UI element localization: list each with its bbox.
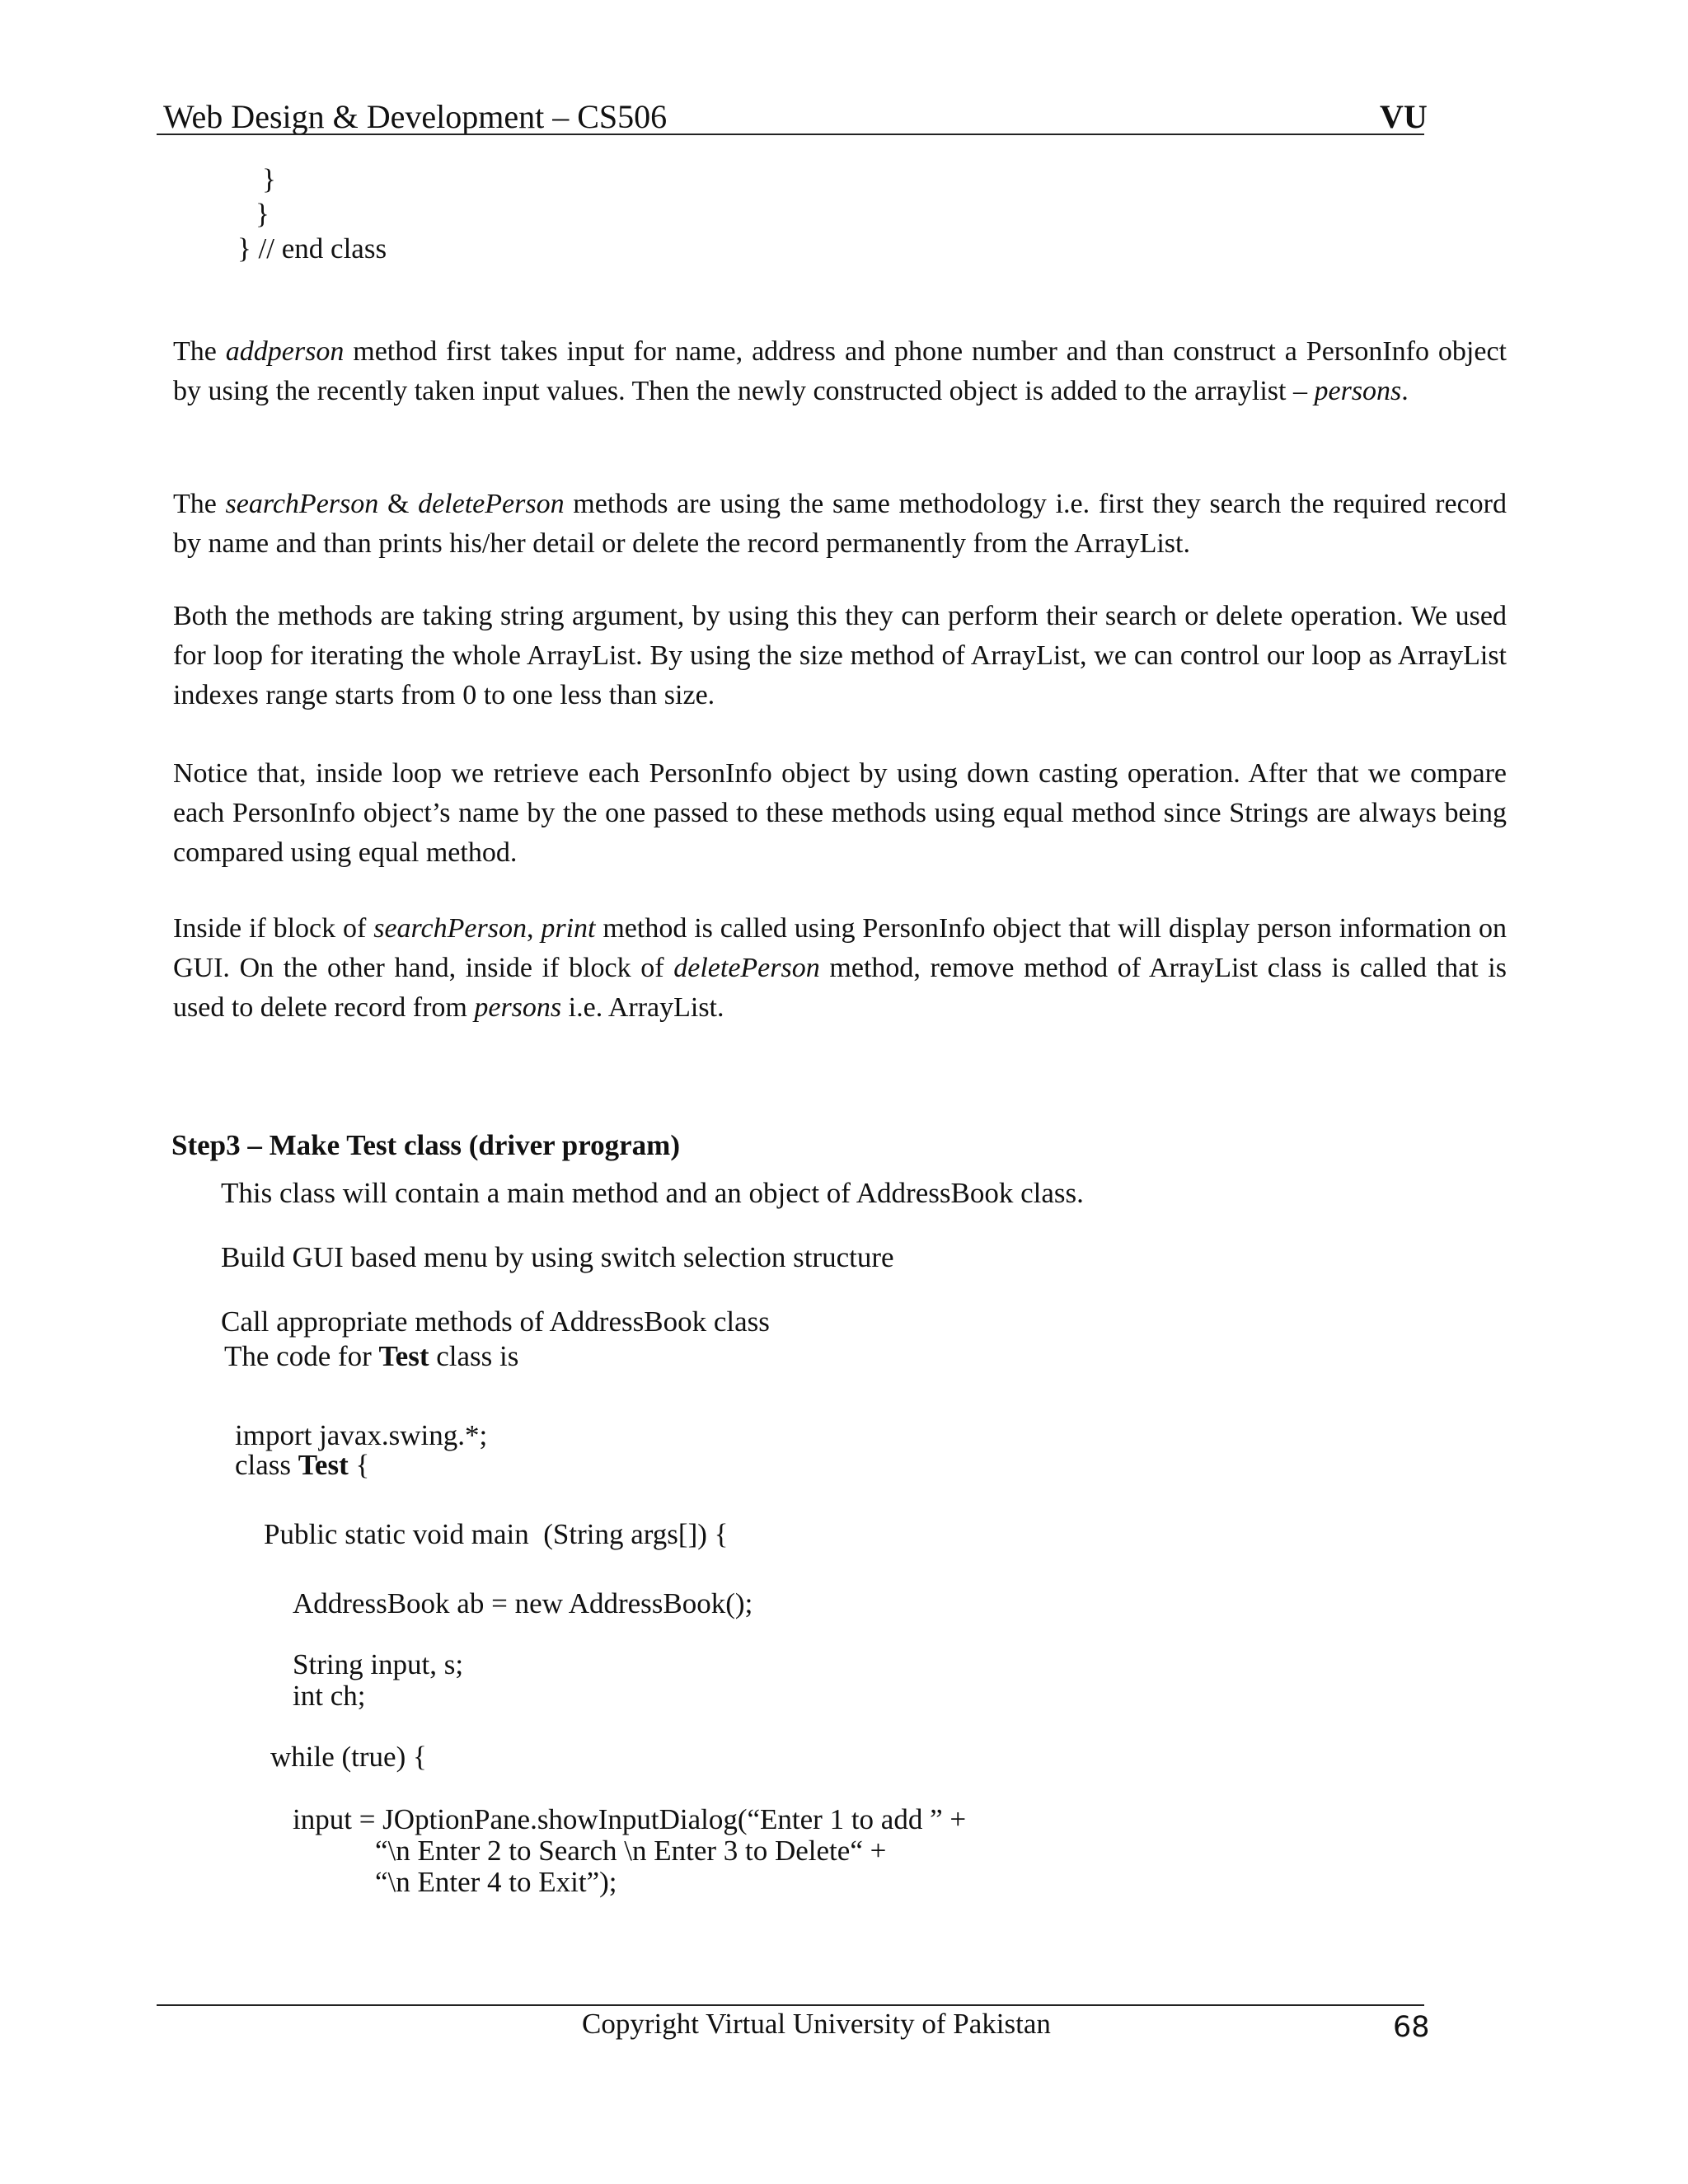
paragraph-string-argument: Both the methods are taking string argument, by using this they can perform their search or delete operation. We used for loop for iterating the whole ArrayList. By using the size method of ArrayList, we can control our loop as ArrayList indexes range starts from 0 to one less than size. xyxy=(173,601,1507,710)
p5-text-1: Inside if block of xyxy=(173,913,374,944)
p1-text-3: . xyxy=(1401,376,1409,406)
p2-text-3: methods are using the same methodology i.e. first they search the required record by name and than prints his/her detail or delete the record permanently from the ArrayList. xyxy=(173,489,1507,559)
code-input-line-2: “\n Enter 2 to Search \n Enter 3 to Delete“ + xyxy=(375,1835,887,1867)
code-class-name: Test xyxy=(298,1449,349,1481)
p1-text-2: method first takes input for name, address and phone number and than construct a PersonInfo object by using the recently taken input values. Then the newly constructed object is added to the arraylist – xyxy=(173,336,1507,406)
code-class-brace: { xyxy=(348,1449,370,1481)
p1-em-persons: persons xyxy=(1314,376,1402,406)
p5-text-4: method, remove method of ArrayList class is called that is used to delete record from xyxy=(173,953,1507,1023)
code-int-line: int ch; xyxy=(293,1680,366,1712)
code-intro-prefix: The code for xyxy=(224,1340,379,1372)
p2-em-deleteperson: deletePerson xyxy=(418,489,565,519)
code-input-line-1: input = JOptionPane.showInputDialog(“Enter 1 to add ” + xyxy=(293,1803,967,1835)
paragraph-if-block xyxy=(173,909,1507,1028)
step3-item-3: Call appropriate methods of AddressBook class xyxy=(221,1305,770,1338)
p5-em-searchperson: searchPerson xyxy=(373,913,527,944)
p5-text-2: , xyxy=(526,913,542,944)
p5-text-3: method is called using PersonInfo object that will display person information on GUI. On the other hand, inside if block of xyxy=(173,913,1507,983)
code-import-line: import javax.swing.*; xyxy=(235,1419,488,1451)
p2-text-2: & xyxy=(378,489,419,519)
code-intro-class-name: Test xyxy=(378,1340,429,1372)
step3-item-1: This class will contain a main method and an object of AddressBook class. xyxy=(221,1177,1084,1209)
p2-text-1: The xyxy=(173,489,226,519)
page-number: 68 xyxy=(1393,2011,1430,2044)
footer-divider xyxy=(157,2004,1424,2006)
paragraph-addperson xyxy=(173,332,1507,411)
p1-text-1: The xyxy=(173,336,226,367)
p2-em-searchperson: searchPerson xyxy=(225,489,379,519)
code-class-line xyxy=(235,1449,369,1482)
footer-copyright: Copyright Virtual University of Pakistan xyxy=(582,2008,1051,2040)
code-main-line: Public static void main (String args[]) { xyxy=(264,1518,729,1550)
code-input-line-3: “\n Enter 4 to Exit”); xyxy=(375,1866,617,1898)
step3-item-2: Build GUI based menu by using switch selection structure xyxy=(221,1241,894,1273)
step3-heading: Step3 – Make Test class (driver program) xyxy=(171,1129,680,1161)
p1-em-addperson: addperson xyxy=(225,336,345,367)
code-intro xyxy=(224,1340,518,1373)
p5-text-5: i.e. ArrayList. xyxy=(561,992,724,1023)
code-addressbook-line: AddressBook ab = new AddressBook(); xyxy=(293,1587,753,1619)
paragraph-search-delete xyxy=(173,485,1507,564)
header-vu-label: VU xyxy=(1380,98,1428,135)
p5-em-deleteperson: deletePerson xyxy=(673,953,820,983)
code-brace-1: } xyxy=(262,163,276,195)
p5-em-persons: persons xyxy=(474,992,562,1023)
code-string-line: String input, s; xyxy=(293,1648,464,1680)
code-intro-suffix: class is xyxy=(429,1340,519,1372)
header-divider xyxy=(157,134,1424,135)
header-title: Web Design & Development – CS506 xyxy=(163,98,668,135)
p5-em-print: print xyxy=(541,913,596,944)
code-end-class: } // end class xyxy=(237,232,387,265)
paragraph-down-casting: Notice that, inside loop we retrieve each PersonInfo object by using down casting operation. After that we compare each PersonInfo object’s name by the one passed to these methods using equal method since Strings are always being compared using equal method. xyxy=(173,758,1507,868)
code-class-keyword: class xyxy=(235,1449,298,1481)
code-while-line: while (true) { xyxy=(270,1741,427,1773)
code-brace-2: } xyxy=(256,198,270,230)
